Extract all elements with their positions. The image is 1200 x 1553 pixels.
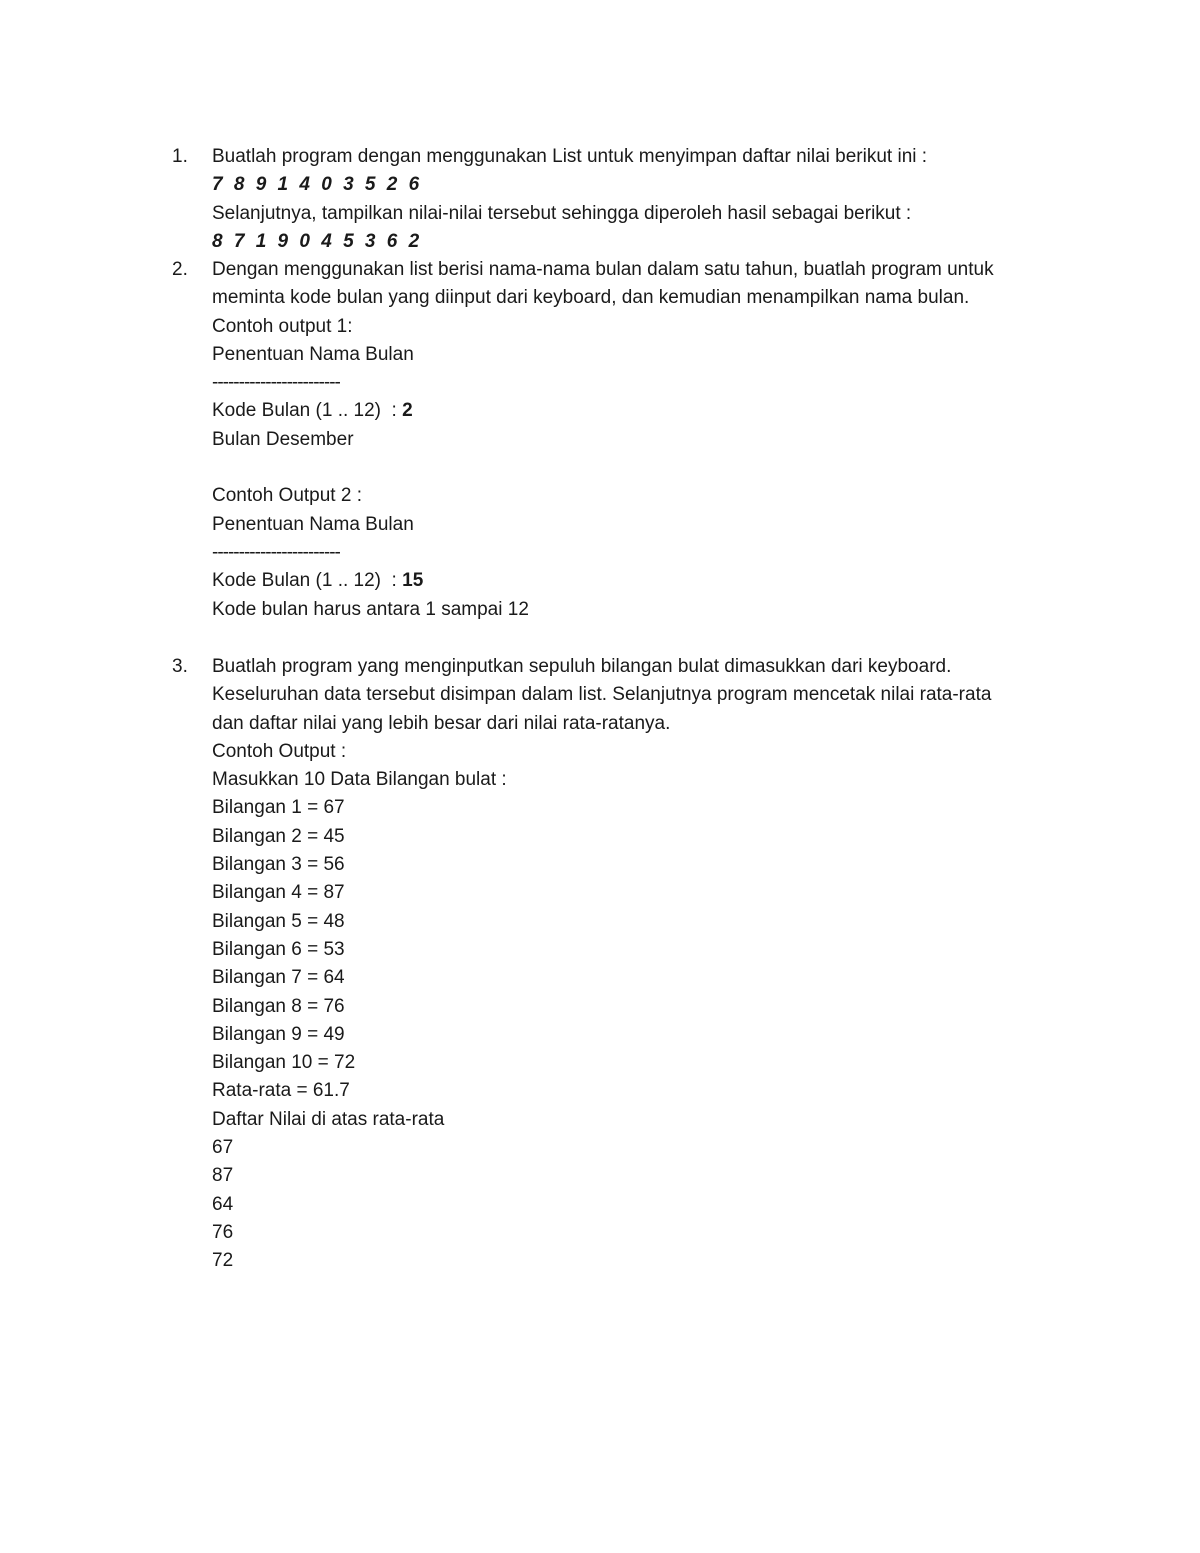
question-number: 2. xyxy=(172,259,188,280)
question-number: 3. xyxy=(172,656,188,677)
average-line: Rata-rata = 61.7 xyxy=(212,1080,350,1102)
spacer xyxy=(212,454,1072,482)
question-content xyxy=(212,143,1072,256)
list-item: Bilangan 10 = 72 xyxy=(212,1052,356,1074)
above-average-value: 64 xyxy=(212,1193,234,1215)
list-item: Bilangan 7 = 64 xyxy=(212,967,345,989)
example-1-divider: ------------------------ xyxy=(212,372,340,394)
question-text-line-2: meminta kode bulan yang diinput dari keyboard, dan kemudian menampilkan nama bulan. xyxy=(212,287,970,309)
above-average-value: 67 xyxy=(212,1137,234,1159)
input-prompt: Masukkan 10 Data Bilangan bulat : xyxy=(212,769,507,791)
result-values: 8 7 1 9 0 4 5 3 6 2 xyxy=(212,230,423,252)
example-2-prompt: Kode Bulan (1 .. 12) : xyxy=(212,570,403,592)
above-average-value: 87 xyxy=(212,1165,234,1187)
list-item: Bilangan 6 = 53 xyxy=(212,938,345,960)
list-item: Bilangan 2 = 45 xyxy=(212,825,345,847)
example-1-heading: Contoh output 1: xyxy=(212,315,353,337)
example-2-prompt-line xyxy=(212,567,1072,595)
example-1-prompt: Kode Bulan (1 .. 12) : xyxy=(212,400,403,422)
question-text-line-1: Buatlah program yang menginputkan sepuluh bilangan bulat dimasukkan dari keyboard. xyxy=(212,656,952,677)
list-item: Bilangan 1 = 67 xyxy=(212,797,345,819)
example-1-title: Penentuan Nama Bulan xyxy=(212,343,414,365)
list-item: Bilangan 9 = 49 xyxy=(212,1023,345,1045)
list-item: Bilangan 4 = 87 xyxy=(212,882,345,904)
example-2-title: Penentuan Nama Bulan xyxy=(212,513,414,535)
list-item: Bilangan 8 = 76 xyxy=(212,995,345,1017)
example-1-output: Bulan Desember xyxy=(212,428,354,450)
instruction-text: Selanjutnya, tampilkan nilai-nilai tersebut sehingga diperoleh hasil sebagai berikut : xyxy=(212,202,912,224)
above-average-value: 76 xyxy=(212,1221,234,1243)
list-item: Bilangan 5 = 48 xyxy=(212,910,345,932)
input-values: 7 8 9 1 4 0 3 5 2 6 xyxy=(212,174,423,196)
above-average-title: Daftar Nilai di atas rata-rata xyxy=(212,1108,445,1130)
example-1-input: 2 xyxy=(402,400,413,422)
example-heading: Contoh Output : xyxy=(212,740,347,762)
example-1-prompt-line xyxy=(212,397,1072,425)
question-content xyxy=(212,653,1072,1276)
question-number: 1. xyxy=(172,146,188,167)
list-item: Bilangan 3 = 56 xyxy=(212,854,345,876)
example-2-divider: ------------------------ xyxy=(212,541,340,563)
question-text-line-3: dan daftar nilai yang lebih besar dari nilai rata-ratanya. xyxy=(212,712,671,734)
question-text: Buatlah program dengan menggunakan List untuk menyimpan daftar nilai berikut ini : xyxy=(212,146,928,167)
question-text-line-1: Dengan menggunakan list berisi nama-nama bulan dalam satu tahun, buatlah program untuk xyxy=(212,259,994,280)
example-2-output: Kode bulan harus antara 1 sampai 12 xyxy=(212,598,529,620)
example-2-heading: Contoh Output 2 : xyxy=(212,485,362,507)
question-content xyxy=(212,256,1072,624)
example-2-input: 15 xyxy=(402,570,424,592)
question-text-line-2: Keseluruhan data tersebut disimpan dalam list. Selanjutnya program mencetak nilai rata-rata xyxy=(212,684,992,706)
above-average-value: 72 xyxy=(212,1250,234,1272)
